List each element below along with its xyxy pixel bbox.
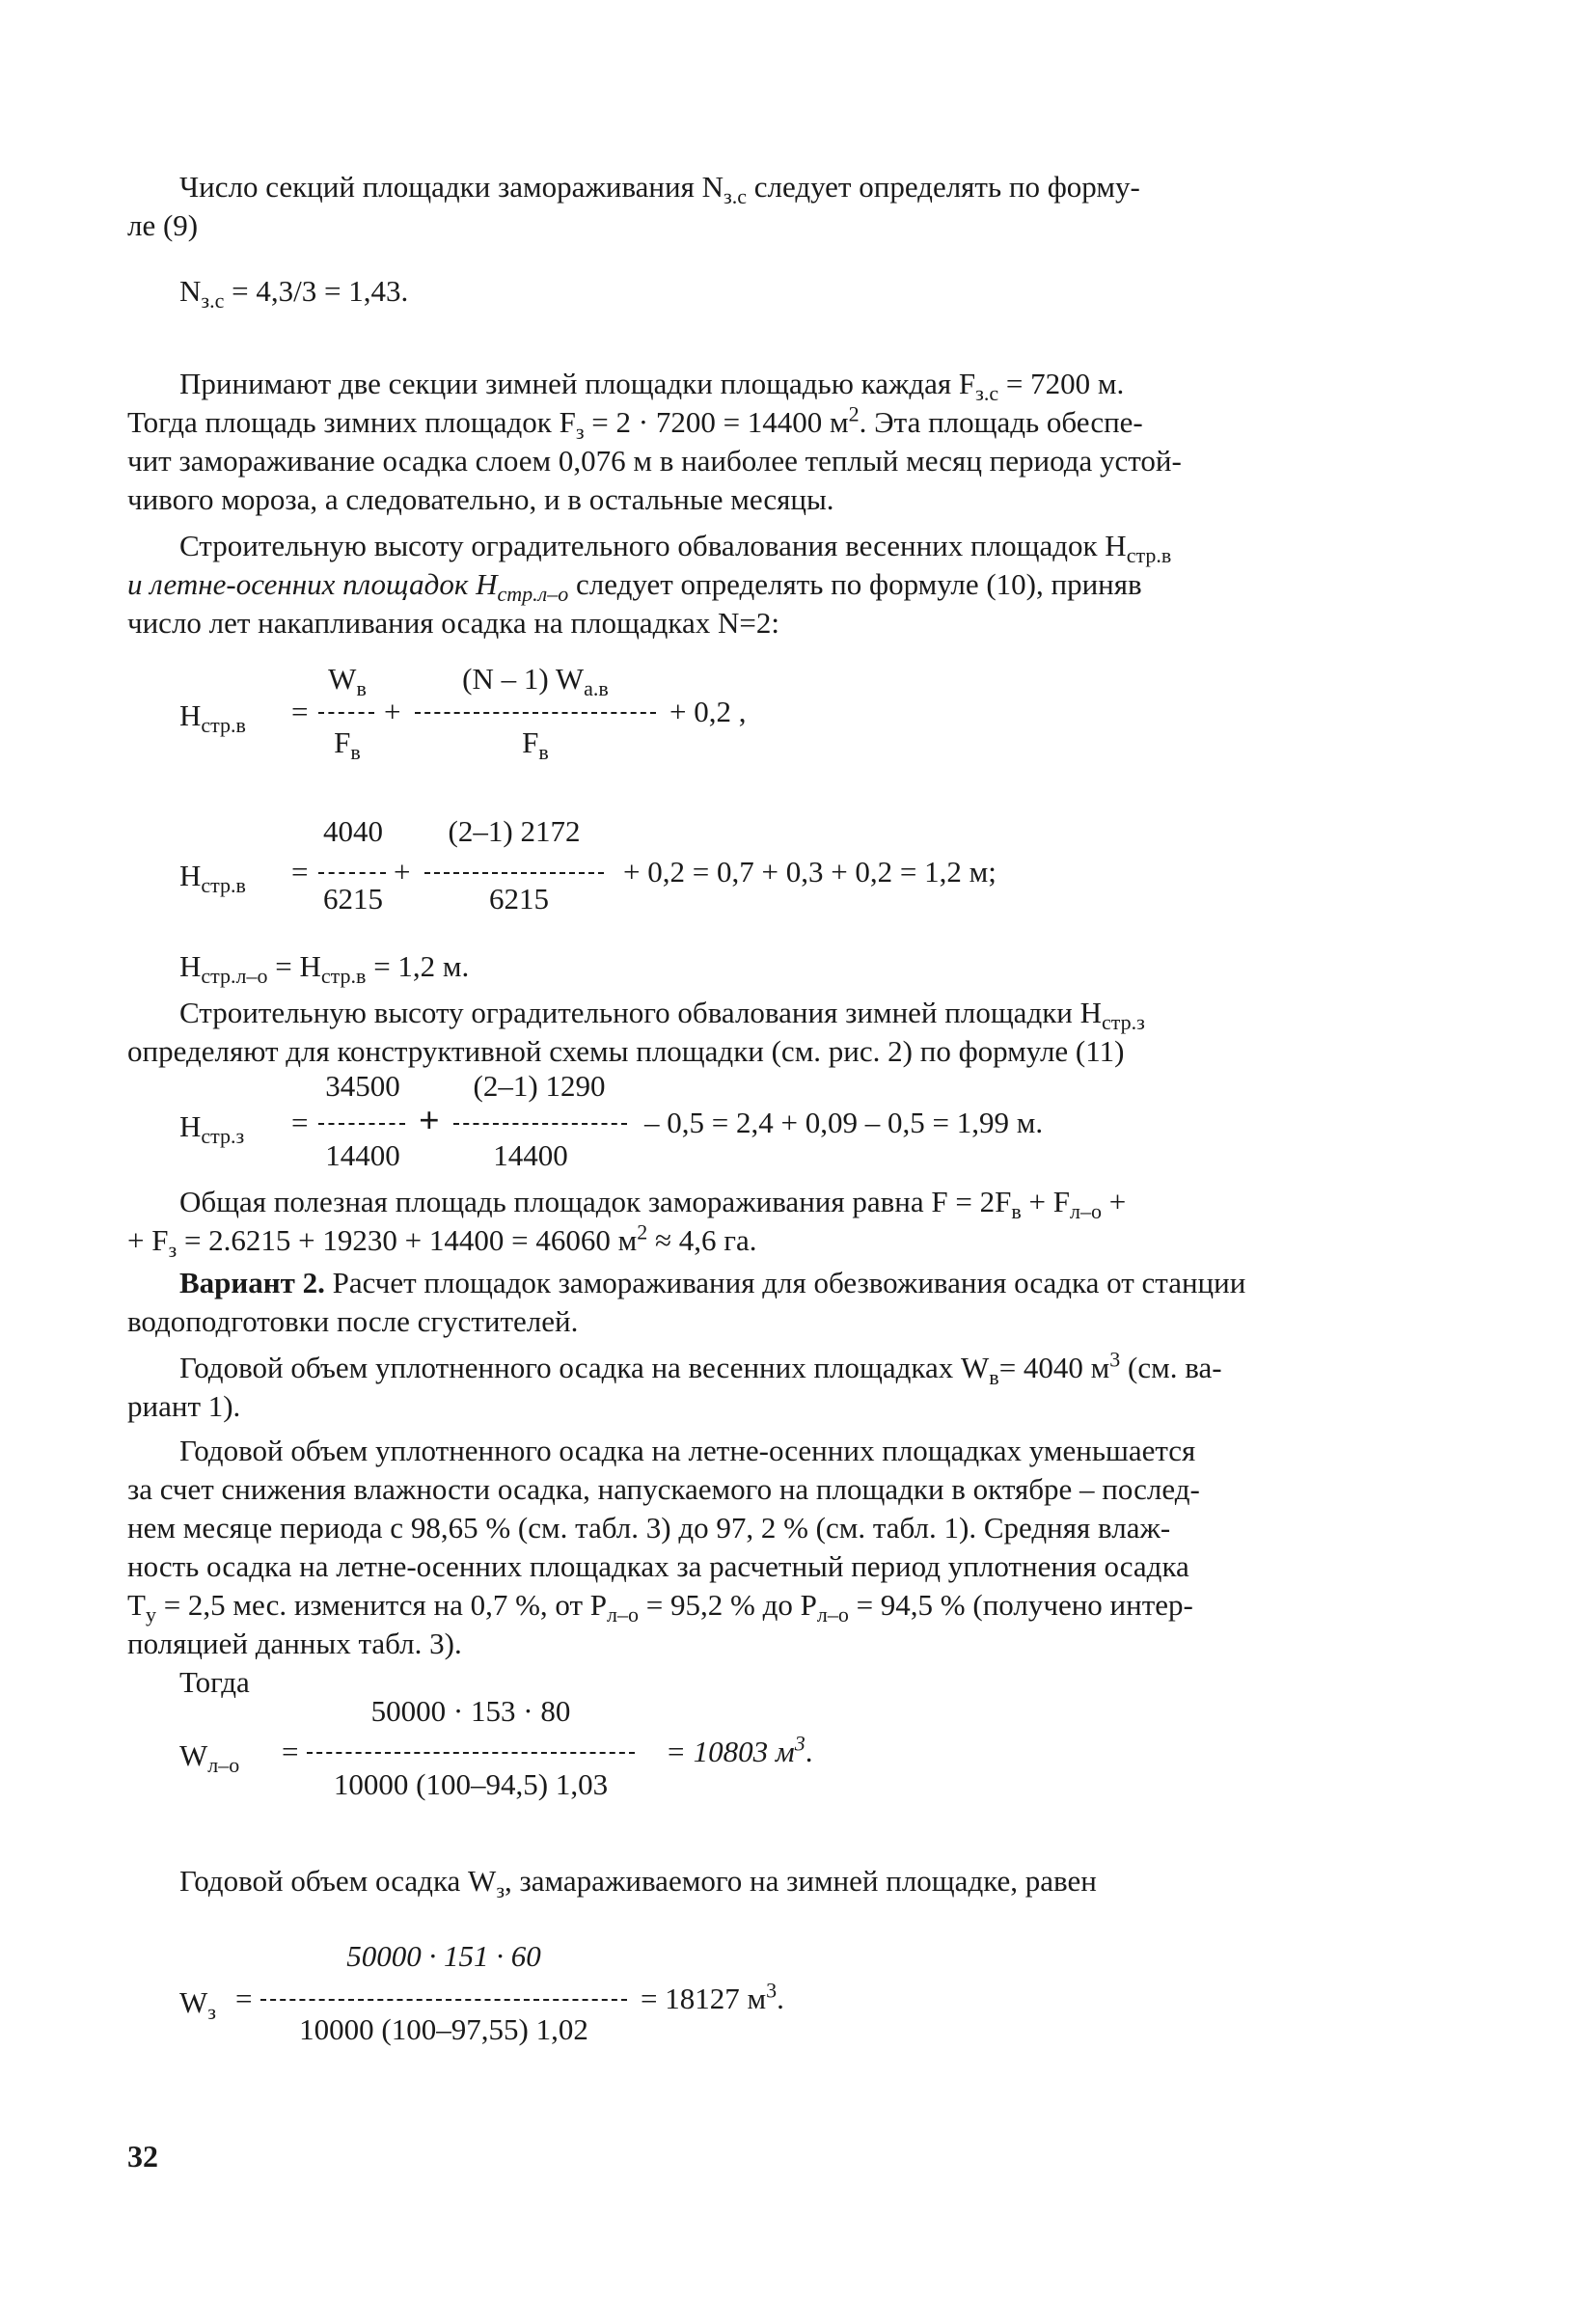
superscript: 2 (848, 401, 860, 426)
subscript: в (989, 1365, 999, 1390)
text: следует определять по форму- (746, 170, 1140, 204)
paragraph-8-line-4 (127, 1547, 1189, 1586)
text: Общая полезная площадь площадок замораживания равна F = 2F (179, 1185, 1012, 1218)
text: = 4040 м (998, 1351, 1110, 1384)
subscript: в (1011, 1199, 1022, 1224)
text: W (179, 1985, 208, 2019)
paragraph-1-line-2 (127, 206, 198, 245)
subscript: стр.л–о (497, 582, 569, 607)
subscript: з (496, 1878, 505, 1903)
subscript: з (207, 2000, 216, 2025)
formula-3-eq (291, 853, 308, 891)
subscript: л–о (1069, 1199, 1102, 1224)
fraction-bar (453, 1123, 627, 1125)
text: 50000 · 153 · 80 (370, 1694, 571, 1728)
text: число лет накапливания осадка на площадках N=2: (127, 606, 779, 640)
superscript: 2 (637, 1219, 648, 1244)
formula-5-num-1 (314, 1069, 411, 1104)
subscript: стр.в (1126, 543, 1172, 568)
text: H (179, 1109, 202, 1143)
text: . Эта площадь обеспе- (859, 405, 1143, 439)
text: 10000 (100–97,55) 1,02 (299, 2012, 588, 2046)
text: = 18127 м (641, 1982, 767, 2015)
text: + F (1021, 1185, 1070, 1218)
subscript: з (168, 1238, 178, 1263)
text: следует определять по формуле (10), приняв (568, 567, 1142, 601)
subscript: л–о (607, 1602, 640, 1627)
formula-5-eq (291, 1104, 308, 1142)
paragraph-9 (179, 1663, 250, 1702)
fraction-bar (318, 1123, 405, 1125)
text: 4040 (323, 814, 383, 848)
paragraph-1-line-1 (179, 168, 1434, 209)
text: (2–1) 2172 (448, 814, 581, 848)
paragraph-5-line-2 (127, 1219, 757, 1263)
text: определяют для конструктивной схемы площадки (см. рис. 2) по формуле (11) (127, 1034, 1125, 1068)
formula-7-den (260, 2012, 627, 2047)
subscript: стр.з (201, 1124, 245, 1149)
text: T (127, 1588, 146, 1622)
text: F (522, 725, 539, 759)
subscript: з.с (201, 288, 225, 314)
superscript: 3 (794, 1731, 806, 1756)
subscript: л–о (816, 1602, 849, 1627)
subscript: а.в (584, 676, 609, 701)
text: = 4,3/3 = 1,43. (224, 274, 409, 308)
formula-2-num-1 (318, 662, 376, 701)
text: и летне-осенних площадок H (127, 567, 498, 601)
text: 50000 · 151 · 60 (346, 1939, 541, 1973)
formula-2-eq (291, 693, 308, 731)
formula-3-plus (394, 853, 410, 891)
formula-3-num-1 (314, 814, 392, 849)
formula-4 (179, 947, 470, 989)
formula-6-tail (666, 1733, 812, 1771)
text: . (805, 1735, 813, 1768)
formula-6-den (307, 1767, 635, 1802)
text: Годовой объем осадка W (179, 1864, 497, 1898)
paragraph-8-line-6 (127, 1625, 462, 1663)
text: + 0,2 = 0,7 + 0,3 + 0,2 = 1,2 м; (623, 855, 997, 889)
text: 34500 (325, 1069, 400, 1103)
text: + F (127, 1223, 169, 1257)
text: за счет снижения влажности осадка, напускаемого на площадки в октябре – послед- (127, 1472, 1200, 1506)
formula-5-den-1 (314, 1138, 411, 1173)
text: Годовой объем уплотненного осадка на летне-осенних площадках уменьшается (179, 1434, 1196, 1467)
fraction-bar (424, 872, 604, 874)
text: Строительную высоту оградительного обвалования зимней площадки H (179, 996, 1103, 1029)
formula-5-plus (419, 1102, 440, 1140)
text: + 0,2 , (669, 695, 747, 728)
paragraph-2-line-3 (127, 442, 1182, 480)
formula-1 (179, 272, 409, 314)
text: = 95,2 % до P (639, 1588, 817, 1622)
text: N (179, 274, 202, 308)
subscript: в (350, 740, 361, 765)
paragraph-8-line-3 (127, 1509, 1170, 1547)
text: = H (267, 949, 321, 983)
text: = 7200 м. (998, 367, 1125, 400)
section-label: Вариант 2. (179, 1266, 325, 1299)
subscript: стр.з (1102, 1010, 1145, 1035)
formula-3-lhs (179, 857, 246, 898)
formula-2-den-1 (318, 725, 376, 765)
paragraph-7-line-1 (179, 1347, 1222, 1390)
text: нем месяце периода с 98,65 % (см. табл. 3) до 97, 2 % (см. табл. 1). Средняя влаж- (127, 1511, 1171, 1545)
paragraph-5-line-1 (179, 1183, 1127, 1224)
text: ≈ 4,6 га. (647, 1223, 757, 1257)
paragraph-2-line-1 (179, 365, 1125, 406)
text: водоподготовки после сгустителей. (127, 1304, 579, 1338)
subscript: стр.в (320, 964, 367, 989)
text: = (291, 695, 309, 728)
text: = 2 · 7200 = 14400 м (584, 405, 849, 439)
text: ле (9) (127, 208, 199, 242)
subscript: стр.в (201, 713, 246, 738)
paragraph-8-line-5 (127, 1586, 1193, 1625)
formula-5-lhs (179, 1107, 245, 1149)
text: , замараживаемого на зимней площадке, равен (505, 1864, 1097, 1898)
formula-6-eq (282, 1733, 298, 1771)
text: = (291, 855, 309, 889)
formula-2-tail (669, 693, 746, 731)
text: H (179, 949, 202, 983)
fraction-bar (415, 712, 656, 714)
fraction-bar (260, 1999, 627, 2001)
text: = 94,5 % (получено интер- (848, 1588, 1193, 1622)
text: Годовой объем уплотненного осадка на весенних площадках W (179, 1351, 990, 1384)
formula-2-plus (384, 693, 400, 731)
text: Тогда (179, 1665, 250, 1699)
text: W (328, 662, 357, 696)
text: 14400 (325, 1138, 400, 1172)
paragraph-4-line-1 (179, 994, 1145, 1035)
text: Принимают две секции зимней площадки площадью каждая F (179, 367, 976, 400)
text: 6215 (489, 882, 549, 916)
text: (2–1) 1290 (473, 1069, 606, 1103)
subscript: в (356, 676, 367, 701)
subscript: з (575, 420, 585, 445)
text: 6215 (323, 882, 383, 916)
formula-7-eq (235, 1980, 252, 2018)
formula-2-den-2 (415, 725, 656, 765)
text: W (179, 1738, 208, 1772)
text: (см. ва- (1120, 1351, 1222, 1384)
fraction-bar (318, 712, 374, 714)
text: F (334, 725, 351, 759)
formula-5-tail (644, 1104, 1043, 1142)
text: Тогда площадь зимних площадок F (127, 405, 576, 439)
text: H (179, 698, 202, 732)
text: Число секций площадки замораживания N (179, 170, 724, 204)
paragraph-3-line-1 (179, 527, 1172, 568)
text: 14400 (493, 1138, 568, 1172)
subscript: л–о (207, 1753, 240, 1778)
fraction-bar (318, 872, 386, 874)
text: (N – 1) W (462, 662, 585, 696)
paragraph-2-line-2 (127, 401, 1143, 445)
text: + (394, 855, 411, 889)
formula-5-num-2 (448, 1069, 631, 1104)
subscript: стр.л–о (201, 964, 268, 989)
text: – 0,5 = 2,4 + 0,09 – 0,5 = 1,99 м. (644, 1106, 1044, 1139)
formula-5-den-2 (453, 1138, 608, 1173)
formula-6-num (307, 1694, 635, 1729)
paragraph-3-line-2 (127, 565, 1142, 607)
text: = (235, 1982, 253, 2015)
subscript: з.с (724, 184, 747, 209)
formula-6-lhs (179, 1736, 240, 1778)
subscript: у (145, 1602, 156, 1627)
page-number: 32 (127, 2139, 158, 2174)
text: + (384, 695, 401, 728)
text: Расчет площадок замораживания для обезвоживания осадка от станции (324, 1266, 1246, 1299)
text: 10000 (100–94,5) 1,03 (333, 1767, 609, 1801)
subscript: стр.в (201, 873, 246, 898)
text: + (419, 1101, 440, 1141)
formula-7-num (260, 1939, 627, 1974)
text: риант 1). (127, 1389, 241, 1423)
paragraph-8-line-1 (179, 1432, 1195, 1470)
text: + (1101, 1185, 1127, 1218)
subscript: з.с (975, 381, 999, 406)
text: ность осадка на летне-осенних площадках за расчетный период уплотнения осадка (127, 1549, 1189, 1583)
text: = 2.6215 + 19230 + 14400 = 46060 м (177, 1223, 638, 1257)
formula-2-lhs (179, 697, 246, 738)
paragraph-3-line-3 (127, 604, 779, 643)
paragraph-4-line-2 (127, 1032, 1124, 1071)
text: чит замораживание осадка слоем 0,076 м в наиболее теплый месяц периода устой- (127, 444, 1182, 478)
subscript: в (538, 740, 549, 765)
paragraph-2-line-4 (127, 480, 834, 519)
formula-3-den-1 (314, 882, 392, 916)
text: = 2,5 мес. изменится на 0,7 %, от P (155, 1588, 608, 1622)
text: Строительную высоту оградительного обвалования весенних площадок H (179, 529, 1127, 562)
paragraph-10 (179, 1862, 1097, 1903)
text: = (291, 1106, 309, 1139)
fraction-bar (307, 1752, 635, 1754)
superscript: 3 (1109, 1347, 1121, 1372)
text: чивого мороза, а следовательно, и в остальные месяцы. (127, 482, 834, 516)
formula-7-lhs (179, 1983, 216, 2025)
paragraph-6-line-1 (179, 1264, 1245, 1302)
formula-3-num-2 (423, 814, 606, 849)
text: = 1,2 м. (366, 949, 470, 983)
text: . (777, 1982, 784, 2015)
text: = (282, 1735, 299, 1768)
formula-3-den-2 (442, 882, 596, 916)
formula-2-num-2 (415, 662, 656, 701)
paragraph-8-line-2 (127, 1470, 1200, 1509)
formula-7-tail (641, 1980, 784, 2018)
paragraph-6-line-2 (127, 1302, 578, 1341)
formula-3-tail (623, 853, 997, 891)
text: поляцией данных табл. 3). (127, 1627, 462, 1660)
superscript: 3 (766, 1978, 778, 2003)
paragraph-7-line-2 (127, 1387, 240, 1426)
text: = 10803 м (666, 1735, 795, 1768)
text: H (179, 859, 202, 892)
